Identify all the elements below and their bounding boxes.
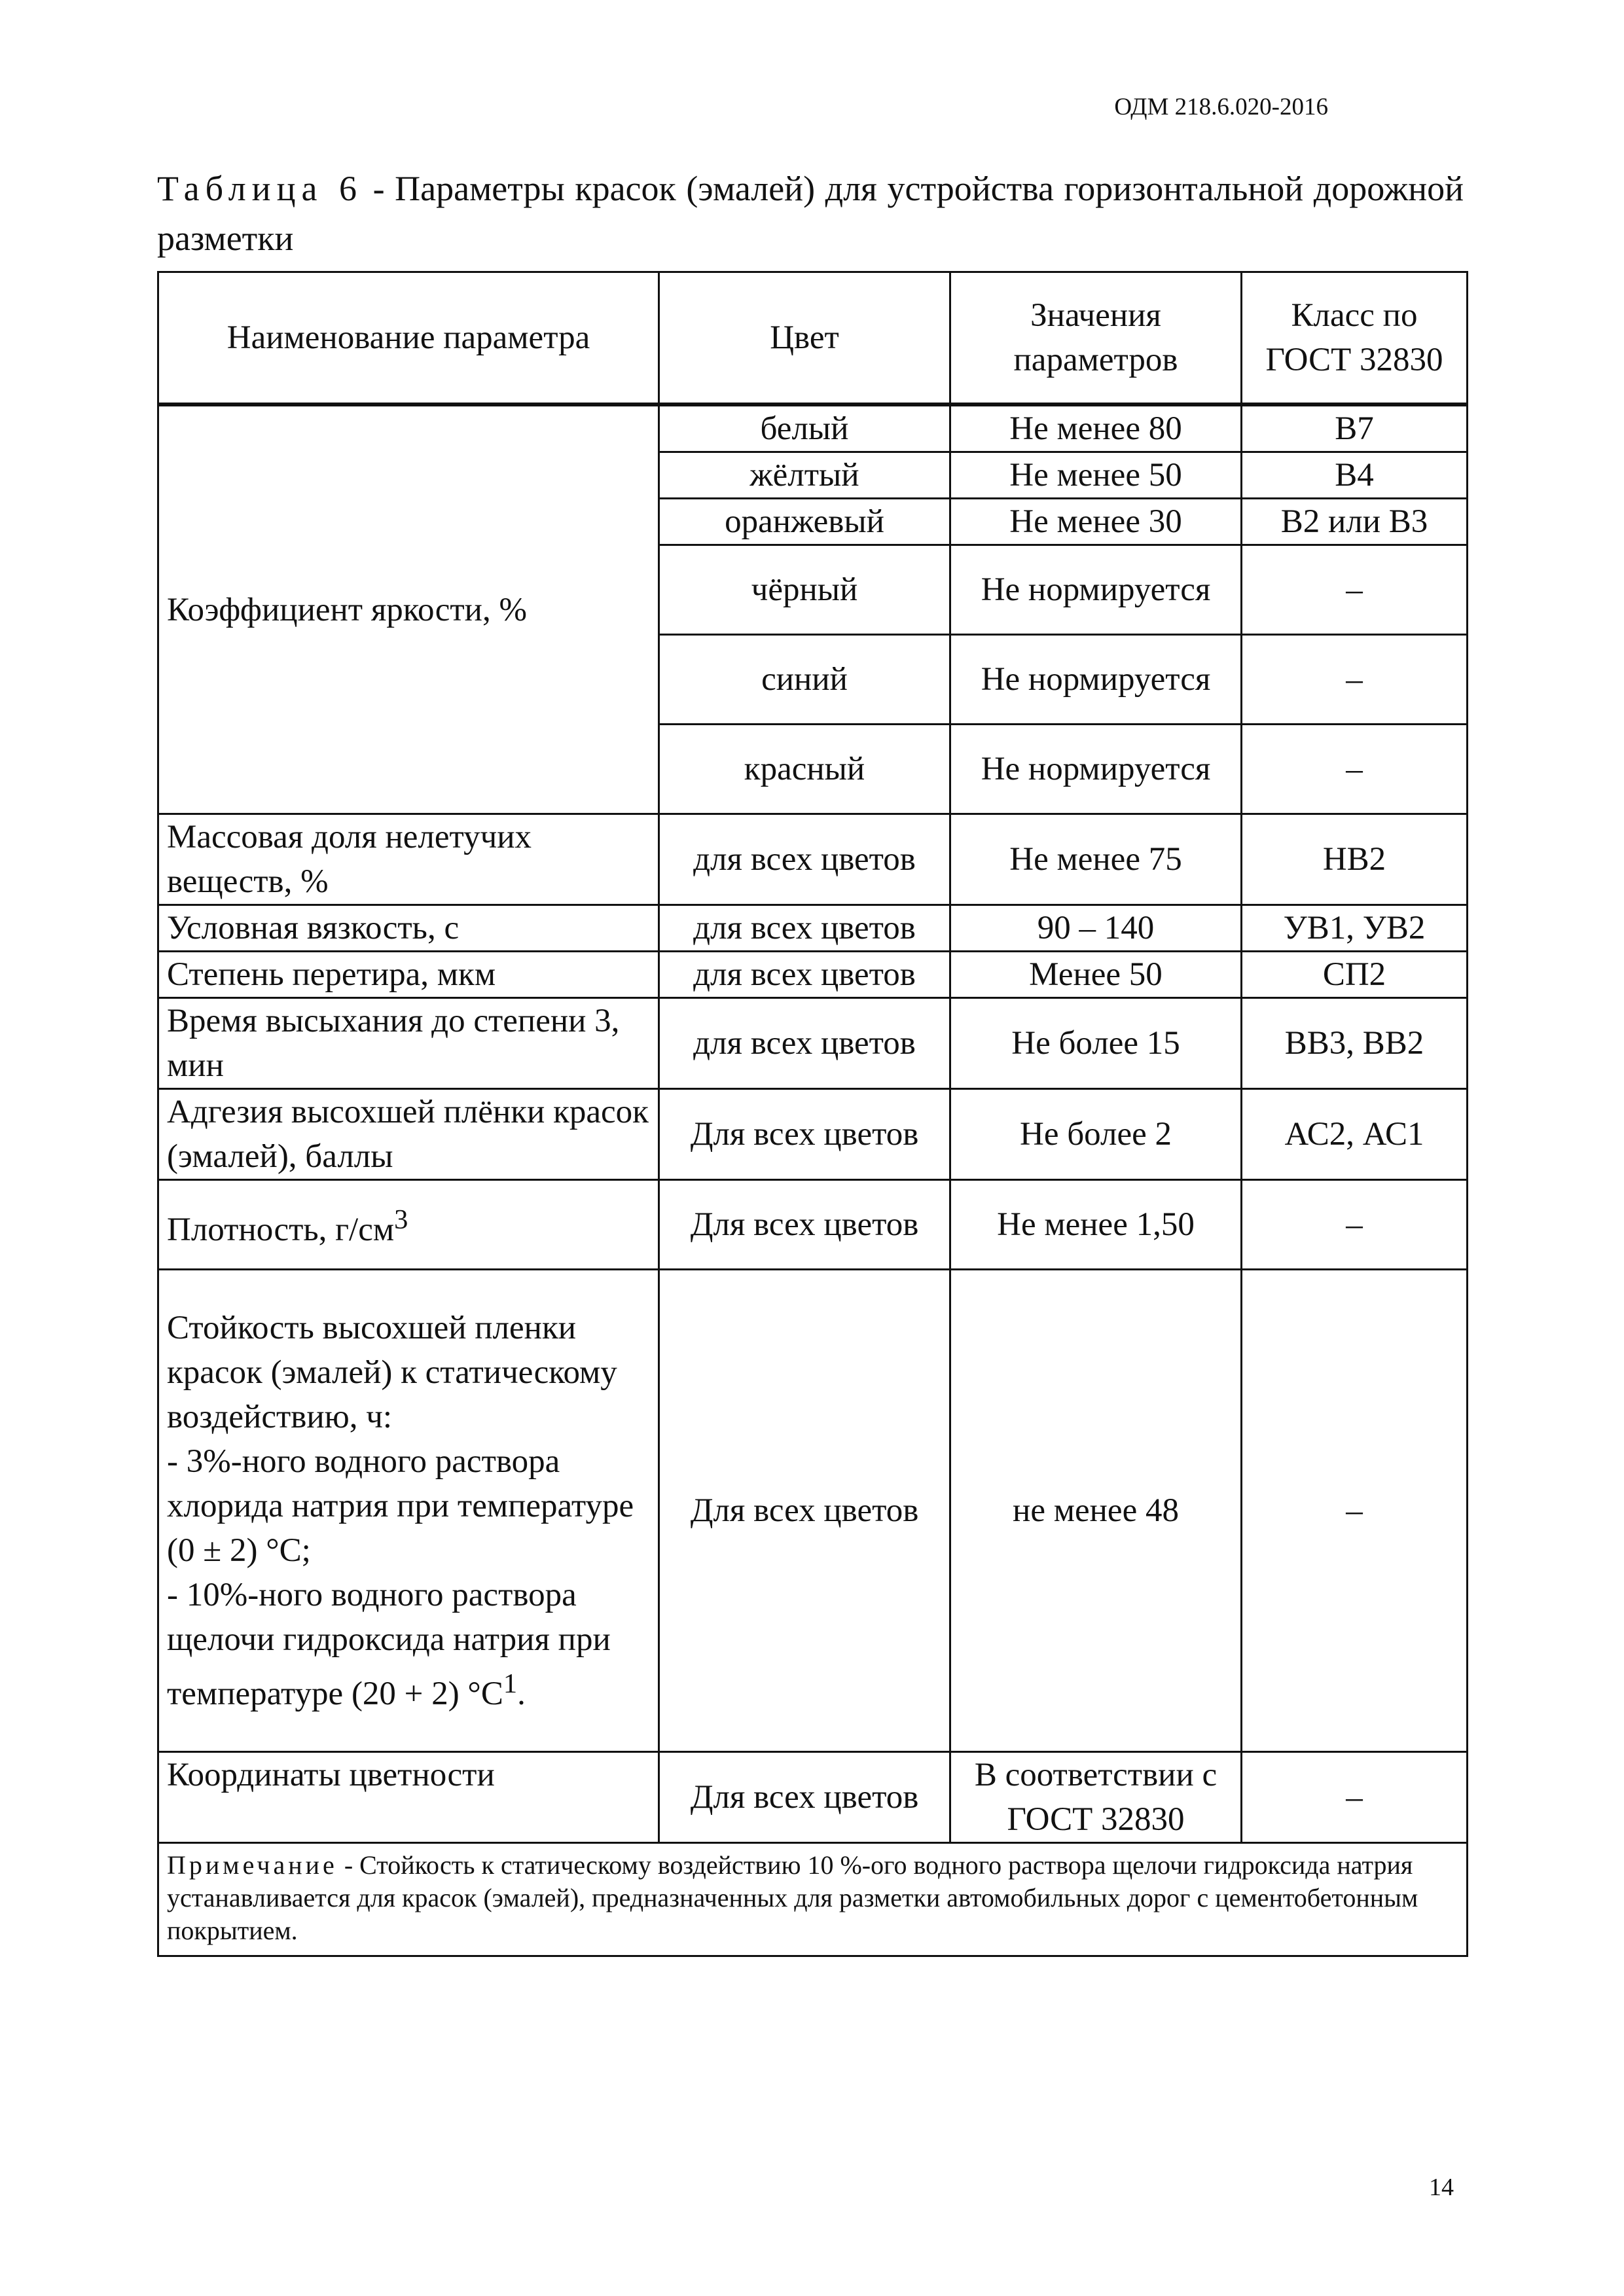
- row-value: Не менее 50: [950, 452, 1242, 499]
- row-param: Массовая доля нелетучих веществ, %: [158, 814, 659, 905]
- row-value: В соответствии с ГОСТ 32830: [950, 1752, 1242, 1843]
- row-color: красный: [659, 725, 950, 814]
- row-value: Менее 50: [950, 952, 1242, 998]
- note-row: [158, 1843, 1468, 1956]
- row-color: для всех цветов: [659, 814, 950, 905]
- density-superscript: 3: [394, 1204, 408, 1235]
- row-value: Не менее 75: [950, 814, 1242, 905]
- row-class: –: [1242, 1270, 1468, 1752]
- caption-label: Таблица 6: [157, 169, 363, 208]
- row-value: Не менее 1,50: [950, 1180, 1242, 1270]
- header-color: Цвет: [659, 272, 950, 405]
- note-label: Примечание: [167, 1850, 338, 1880]
- row-class: B2 или B3: [1242, 499, 1468, 545]
- row-color: Для всех цветов: [659, 1752, 950, 1843]
- resistance-param: [158, 1270, 659, 1752]
- row-color: Для всех цветов: [659, 1270, 950, 1752]
- resistance-line-last: - 10%-ного водного раствора щелочи гидроксида натрия при температуре (20 + 2) $^\circ С^1$.: [167, 1576, 611, 1712]
- row-class: УВ1, УВ2: [1242, 905, 1468, 952]
- density-param: [158, 1180, 659, 1270]
- row-class: –: [1242, 725, 1468, 814]
- row-color: Для всех цветов: [659, 1089, 950, 1180]
- parameters-table: [157, 271, 1468, 1957]
- page-number: 14: [1429, 2174, 1454, 2201]
- row-value: Не менее 80: [950, 404, 1242, 452]
- table-row: [158, 1752, 1468, 1843]
- table-caption: [157, 164, 1464, 263]
- row-class: –: [1242, 1752, 1468, 1843]
- resistance-line: Стойкость высохшей пленки красок (эмалей) к статическому воздействию, ч:: [167, 1309, 617, 1435]
- header-class: Класс по ГОСТ 32830: [1242, 272, 1468, 405]
- row-color: синий: [659, 635, 950, 725]
- row-color: для всех цветов: [659, 905, 950, 952]
- row-color: для всех цветов: [659, 998, 950, 1089]
- row-color: жёлтый: [659, 452, 950, 499]
- brightness-param: Коэффициент яркости, %: [158, 404, 659, 814]
- note-text: - Стойкость к статическому воздействию 10 %-ого водного раствора щелочи гидроксида натрия устанавливается для красок (эмалей), предназначенных для разметки автомобильных дорог с цементобетонным покрытием.: [167, 1850, 1418, 1945]
- density-label: Плотность, г/см: [167, 1211, 395, 1248]
- row-param: Время высыхания до степени 3, мин: [158, 998, 659, 1089]
- row-value: Не нормируется: [950, 725, 1242, 814]
- resistance-line-text: - 10%-ного водного раствора щелочи гидроксида натрия при температуре (20 + 2) °С: [167, 1576, 611, 1712]
- row-param: Адгезия высохшей плёнки красок (эмалей), баллы: [158, 1089, 659, 1180]
- row-class: –: [1242, 1180, 1468, 1270]
- row-value: Не более 2: [950, 1089, 1242, 1180]
- row-value: Не нормируется: [950, 635, 1242, 725]
- row-value: не менее 48: [950, 1270, 1242, 1752]
- header-values: Значения параметров: [950, 272, 1242, 405]
- row-param: Степень перетира, мкм: [158, 952, 659, 998]
- document-code: ОДМ 218.6.020-2016: [1114, 94, 1328, 120]
- row-color: белый: [659, 404, 950, 452]
- table-row: [158, 1089, 1468, 1180]
- table-row: [158, 952, 1468, 998]
- row-color: для всех цветов: [659, 952, 950, 998]
- row-class: B7: [1242, 404, 1468, 452]
- table-row: [158, 1270, 1468, 1752]
- row-class: СП2: [1242, 952, 1468, 998]
- table-note: [158, 1843, 1468, 1956]
- row-value: Не менее 30: [950, 499, 1242, 545]
- row-value: 90 – 140: [950, 905, 1242, 952]
- row-class: –: [1242, 545, 1468, 635]
- table-row: [158, 905, 1468, 952]
- footnote-mark: 1: [503, 1668, 518, 1699]
- row-param: Условная вязкость, с: [158, 905, 659, 952]
- resistance-line: - 3%-ного водного раствора хлорида натрия при температуре (0 ± 2) °С;: [167, 1443, 634, 1569]
- table-row: [158, 814, 1468, 905]
- row-class: НВ2: [1242, 814, 1468, 905]
- row-value: Не нормируется: [950, 545, 1242, 635]
- table-header-row: [158, 272, 1468, 405]
- row-class: АС2, АС1: [1242, 1089, 1468, 1180]
- table-row: [158, 404, 1468, 452]
- caption-text: - Параметры красок (эмалей) для устройства горизонтальной дорожной разметки: [157, 169, 1464, 258]
- header-parameter-name: Наименование параметра: [158, 272, 659, 405]
- row-param: Координаты цветности: [158, 1752, 659, 1843]
- row-class: ВВ3, ВВ2: [1242, 998, 1468, 1089]
- row-color: Для всех цветов: [659, 1180, 950, 1270]
- row-class: B4: [1242, 452, 1468, 499]
- row-value: Не более 15: [950, 998, 1242, 1089]
- row-color: чёрный: [659, 545, 950, 635]
- table-row: [158, 998, 1468, 1089]
- table-row: [158, 1180, 1468, 1270]
- row-class: –: [1242, 635, 1468, 725]
- row-color: оранжевый: [659, 499, 950, 545]
